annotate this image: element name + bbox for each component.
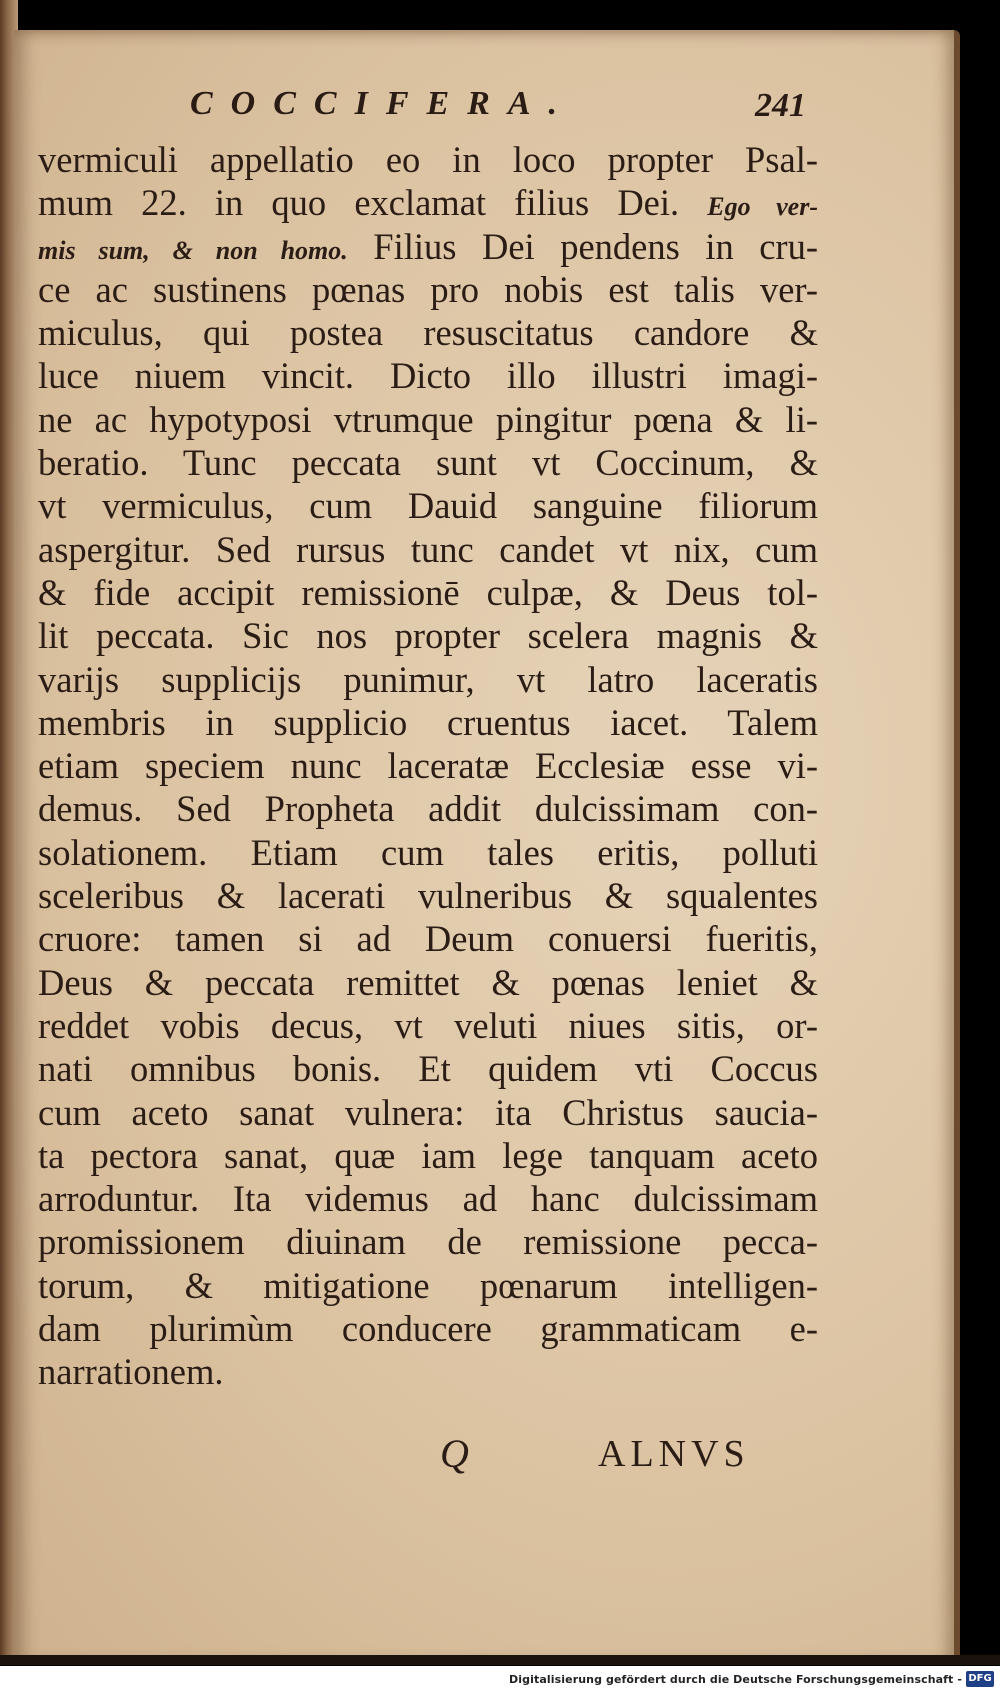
line-text: vt vermiculus, cum Dauid sanguine filiorum <box>38 485 818 527</box>
line-text: luce niuem vincit. Dicto illo illustri imagi- <box>38 355 818 397</box>
text-line <box>38 701 818 744</box>
text-line <box>38 831 818 874</box>
text-line <box>38 658 818 701</box>
text-line <box>38 311 818 354</box>
line-text: mum 22. in quo exclamat filius Dei. <box>38 182 680 224</box>
text-line <box>38 1220 818 1263</box>
text-line <box>38 744 818 787</box>
line-text: solationem. Etiam cum tales eritis, polluti <box>38 831 818 873</box>
line-text: Filius Dei pendens in cru- <box>347 225 818 267</box>
text-line <box>38 1350 818 1393</box>
text-line <box>38 1177 818 1220</box>
text-line <box>38 917 818 960</box>
body-text <box>38 138 818 1394</box>
line-text: nati omnibus bonis. Et quidem vti Coccus <box>38 1048 818 1090</box>
text-line <box>38 874 818 917</box>
text-line <box>38 614 818 657</box>
line-text: varijs supplicijs punimur, vt latro laceratis <box>38 658 818 700</box>
line-text: Deus & peccata remittet & pœnas leniet & <box>38 961 818 1003</box>
line-text: miculus, qui postea resuscitatus candore & <box>38 312 818 354</box>
text-line <box>38 138 818 181</box>
line-text: ne ac hypotyposi vtrumque pingitur pœna & li- <box>38 398 818 440</box>
line-text: arroduntur. Ita videmus ad hanc dulcissimam <box>38 1178 818 1220</box>
text-line <box>38 528 818 571</box>
line-text: vermiculi appellatio eo in loco propter Psal- <box>38 139 818 180</box>
text-line <box>38 571 818 614</box>
text-line <box>38 787 818 830</box>
text-line <box>38 441 818 484</box>
line-text: membris in supplicio cruentus iacet. Talem <box>38 701 818 743</box>
running-title: COCCIFERA. <box>190 85 576 122</box>
text-line <box>38 354 818 397</box>
signature-mark: Q <box>440 1431 469 1476</box>
dfg-logo: DFG <box>966 1671 994 1687</box>
text-line <box>38 1264 818 1307</box>
italic-quote: Ego ver- <box>707 192 818 222</box>
catchword: ALNVS <box>598 1433 750 1475</box>
line-text: torum, & mitigatione pœnarum intelligen- <box>38 1264 818 1306</box>
text-line <box>38 1004 818 1047</box>
text-line <box>38 484 818 527</box>
line-text: reddet vobis decus, vt veluti niues sitis, or- <box>38 1004 818 1046</box>
line-text: promissionem diuinam de remissione pecca- <box>38 1221 818 1263</box>
line-text: dam plurimùm conducere grammaticam e- <box>38 1308 818 1350</box>
text-line <box>38 961 818 1004</box>
text-line <box>38 1047 818 1090</box>
text-line <box>38 225 818 268</box>
text-line <box>38 1091 818 1134</box>
line-text: demus. Sed Propheta addit dulcissimam con- <box>38 788 818 830</box>
line-text: sceleribus & lacerati vulneribus & squalentes <box>38 875 818 917</box>
line-text: cruore: tamen si ad Deum conuersi fueritis, <box>38 918 818 960</box>
text-line <box>38 1307 818 1350</box>
line-text: narrationem. <box>38 1351 224 1393</box>
text-line <box>38 398 818 441</box>
line-text: ta pectora sanat, quæ iam lege tanquam aceto <box>38 1134 818 1176</box>
text-line <box>38 268 818 311</box>
line-text: & fide accipit remissionē culpæ, & Deus tol- <box>38 571 818 613</box>
text-line <box>38 181 818 224</box>
line-text: cum aceto sanat vulnera: ita Christus saucia- <box>38 1091 818 1133</box>
line-text: beratio. Tunc peccata sunt vt Coccinum, & <box>38 442 818 484</box>
credit-text: Digitalisierung gefördert durch die Deutsche Forschungsgemeinschaft - <box>509 1673 962 1686</box>
page-header <box>190 85 830 135</box>
line-text: etiam speciem nunc laceratæ Ecclesiæ esse vi- <box>38 745 818 787</box>
italic-quote: mis sum, & non homo. <box>38 235 348 265</box>
line-text: aspergitur. Sed rursus tunc candet vt nix, cum <box>38 528 818 570</box>
page-number: 241 <box>755 87 806 124</box>
catchword-row <box>440 1430 800 1490</box>
page-bottom-shadow <box>0 1655 1000 1665</box>
line-text: lit peccata. Sic nos propter scelera magnis & <box>38 615 818 657</box>
text-line <box>38 1134 818 1177</box>
line-text: ce ac sustinens pœnas pro nobis est talis ver- <box>38 268 818 310</box>
